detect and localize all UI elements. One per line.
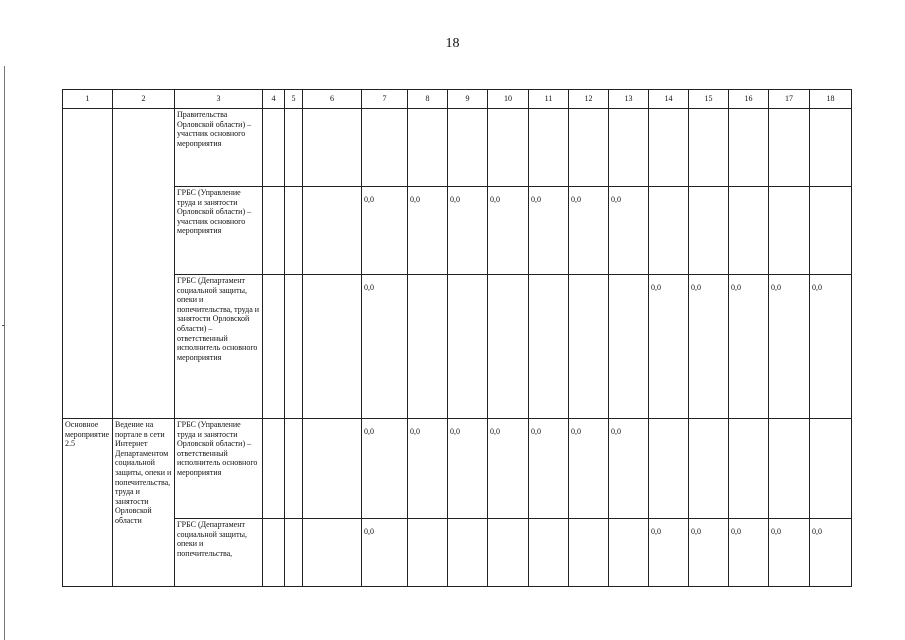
value-cell xyxy=(569,109,609,187)
table-row xyxy=(63,275,852,419)
value-cell xyxy=(529,109,569,187)
value-cell xyxy=(729,109,769,187)
value-cell xyxy=(408,109,448,187)
value-cell: 0,0 xyxy=(769,275,810,419)
value-cell xyxy=(285,275,303,419)
value-cell: 0,0 xyxy=(729,275,769,419)
value-cell: 0,0 xyxy=(569,187,609,275)
executor-cell: Правительства Орловской области) – участник основного мероприятия xyxy=(175,109,263,187)
binding-margin-rule xyxy=(4,66,5,640)
column-number-cell: 2 xyxy=(113,90,175,109)
value-cell xyxy=(285,519,303,587)
budget-table xyxy=(62,89,852,587)
value-cell xyxy=(448,519,488,587)
column-number-cell: 4 xyxy=(263,90,285,109)
value-cell xyxy=(448,275,488,419)
value-cell: 0,0 xyxy=(408,187,448,275)
executor-cell: ГРБС (Управление труда и занятости Орловской области) – ответственный исполнитель основного мероприятия xyxy=(175,419,263,519)
value-cell: 0,0 xyxy=(649,519,689,587)
value-cell xyxy=(303,519,362,587)
row-group-label-cell xyxy=(63,109,113,419)
table-row xyxy=(63,519,852,587)
value-cell xyxy=(285,109,303,187)
value-cell: 0,0 xyxy=(529,419,569,519)
value-cell: 0,0 xyxy=(448,419,488,519)
value-cell xyxy=(689,419,729,519)
value-cell xyxy=(488,275,529,419)
value-cell xyxy=(649,187,689,275)
value-cell xyxy=(408,519,448,587)
column-number-cell: 10 xyxy=(488,90,529,109)
value-cell xyxy=(408,275,448,419)
value-cell: 0,0 xyxy=(609,419,649,519)
value-cell xyxy=(769,109,810,187)
column-number-cell: 14 xyxy=(649,90,689,109)
value-cell: 0,0 xyxy=(488,419,529,519)
value-cell xyxy=(729,187,769,275)
value-cell xyxy=(263,187,285,275)
value-cell xyxy=(810,187,852,275)
value-cell: 0,0 xyxy=(609,187,649,275)
value-cell xyxy=(649,109,689,187)
value-cell xyxy=(263,519,285,587)
column-number-cell: 16 xyxy=(729,90,769,109)
value-cell xyxy=(810,109,852,187)
table-row xyxy=(63,419,852,519)
column-number-cell: 12 xyxy=(569,90,609,109)
value-cell xyxy=(263,419,285,519)
value-cell xyxy=(285,187,303,275)
value-cell xyxy=(810,419,852,519)
value-cell xyxy=(488,109,529,187)
column-number-cell: 17 xyxy=(769,90,810,109)
value-cell xyxy=(569,275,609,419)
value-cell xyxy=(303,109,362,187)
column-number-cell: 7 xyxy=(362,90,408,109)
value-cell xyxy=(303,187,362,275)
value-cell: 0,0 xyxy=(729,519,769,587)
value-cell xyxy=(729,419,769,519)
column-number-cell: 18 xyxy=(810,90,852,109)
column-number-cell: 8 xyxy=(408,90,448,109)
value-cell xyxy=(263,275,285,419)
value-cell: 0,0 xyxy=(408,419,448,519)
measure-description-cell: Ведение на портале в сети Интернет Департаментом социальной защиты, опеки и попечительства, труда и занятости Орловской области xyxy=(113,419,175,587)
value-cell: 0,0 xyxy=(362,419,408,519)
row-group-description-cell xyxy=(113,109,175,419)
column-number-cell: 15 xyxy=(689,90,729,109)
table-row xyxy=(63,187,852,275)
value-cell xyxy=(362,109,408,187)
value-cell: 0,0 xyxy=(649,275,689,419)
value-cell xyxy=(609,275,649,419)
value-cell xyxy=(285,419,303,519)
executor-cell: ГРБС (Департамент социальной защиты, опеки и попечительства, xyxy=(175,519,263,587)
value-cell xyxy=(529,275,569,419)
value-cell xyxy=(609,109,649,187)
column-number-cell: 5 xyxy=(285,90,303,109)
column-number-cell: 13 xyxy=(609,90,649,109)
value-cell xyxy=(448,109,488,187)
value-cell xyxy=(689,187,729,275)
column-number-cell: 1 xyxy=(63,90,113,109)
value-cell xyxy=(609,519,649,587)
value-cell: 0,0 xyxy=(769,519,810,587)
value-cell xyxy=(769,187,810,275)
value-cell xyxy=(689,109,729,187)
value-cell xyxy=(303,419,362,519)
value-cell xyxy=(263,109,285,187)
value-cell: 0,0 xyxy=(488,187,529,275)
column-number-row xyxy=(63,90,852,109)
value-cell xyxy=(529,519,569,587)
value-cell: 0,0 xyxy=(569,419,609,519)
column-number-cell: 6 xyxy=(303,90,362,109)
column-number-cell: 3 xyxy=(175,90,263,109)
value-cell xyxy=(488,519,529,587)
value-cell xyxy=(649,419,689,519)
value-cell xyxy=(769,419,810,519)
value-cell: 0,0 xyxy=(362,275,408,419)
value-cell xyxy=(303,275,362,419)
executor-cell: ГРБС (Департамент социальной защиты, опеки и попечительства, труда и занятости Орловской области) – ответственный исполнитель основного мероприятия xyxy=(175,275,263,419)
measure-number-cell: Основное мероприятие 2.5 xyxy=(63,419,113,587)
page-number: 18 xyxy=(445,36,460,51)
value-cell: 0,0 xyxy=(448,187,488,275)
table-row xyxy=(63,109,852,187)
value-cell: 0,0 xyxy=(810,519,852,587)
value-cell xyxy=(569,519,609,587)
column-number-cell: 11 xyxy=(529,90,569,109)
value-cell: 0,0 xyxy=(810,275,852,419)
column-number-cell: 9 xyxy=(448,90,488,109)
value-cell: 0,0 xyxy=(529,187,569,275)
executor-cell: ГРБС (Управление труда и занятости Орловской области) – участник основного мероприятия xyxy=(175,187,263,275)
value-cell: 0,0 xyxy=(689,519,729,587)
value-cell: 0,0 xyxy=(689,275,729,419)
value-cell: 0,0 xyxy=(362,519,408,587)
value-cell: 0,0 xyxy=(362,187,408,275)
binding-margin-tick xyxy=(2,325,5,326)
